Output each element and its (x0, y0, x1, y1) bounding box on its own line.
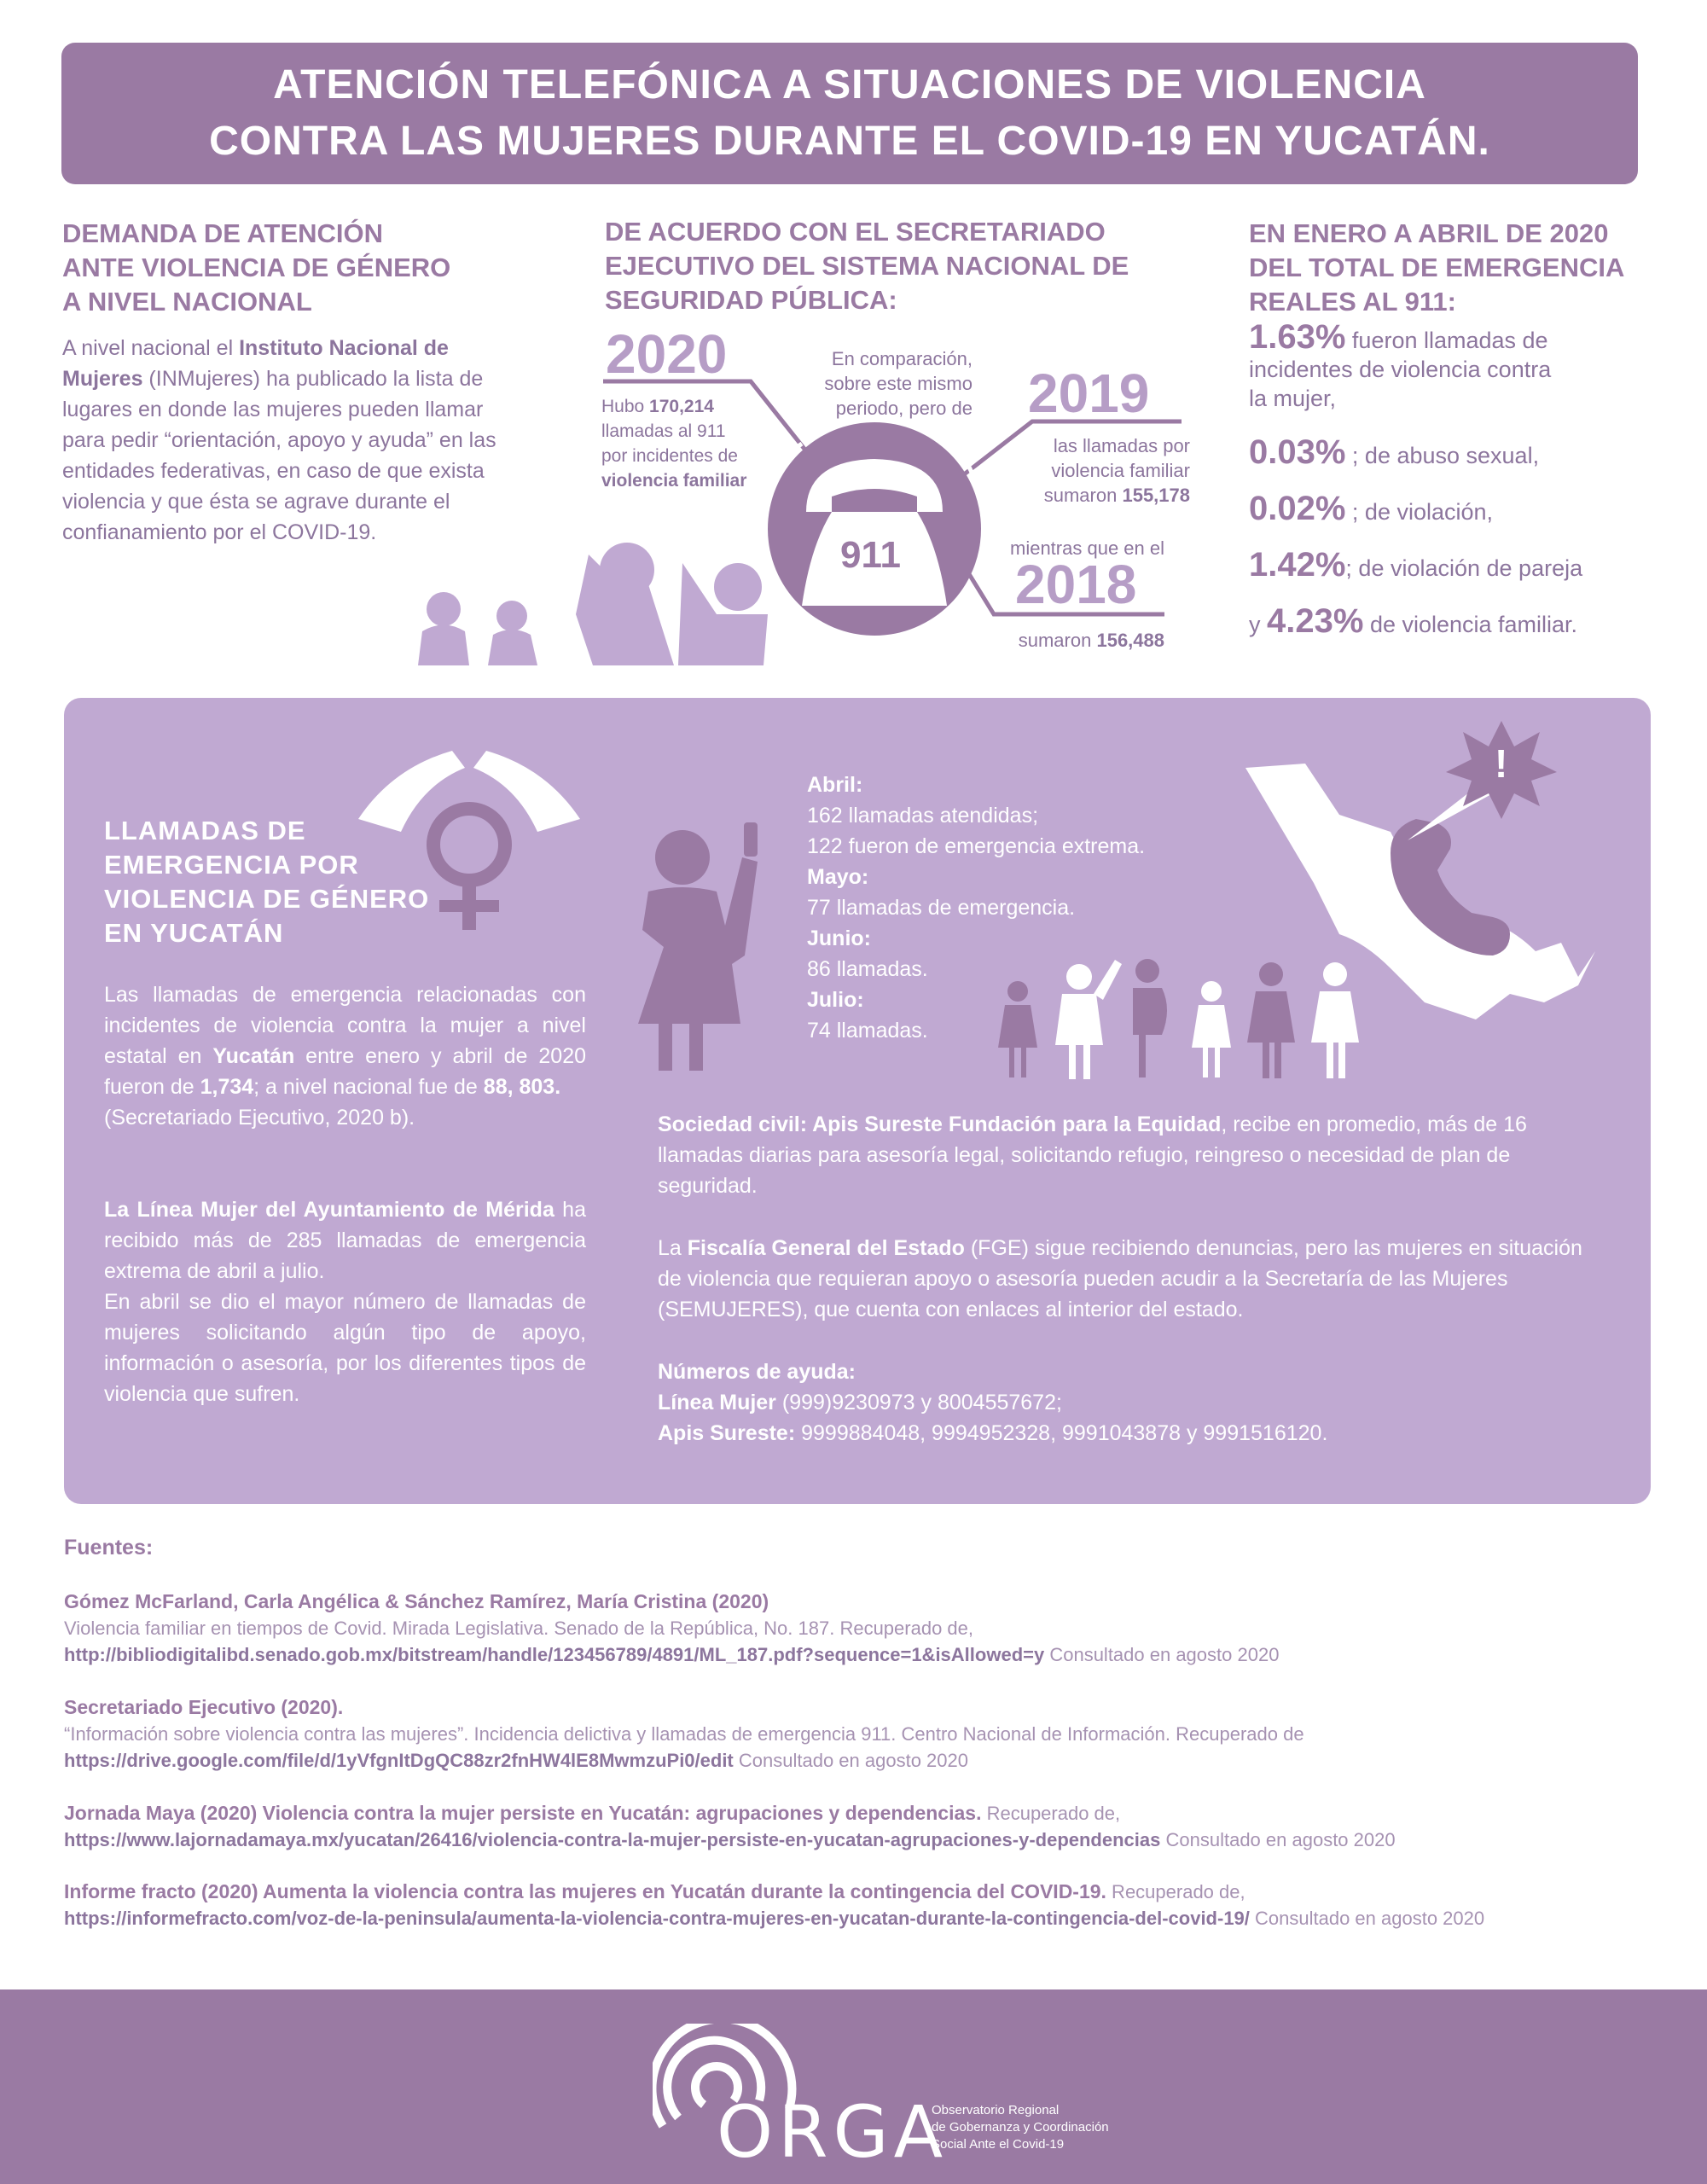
panel-paragraph-2: La Línea Mujer del Ayuntamiento de Mérida ha recibido más de 285 llamadas de emergencia extrema de abril a julio. En abril se dio el mayor número de llamadas de mujeres solicitando algún tipo de apoyo, información o asesoría, por los diferentes tipos de violencia que sufren. (104, 1198, 586, 1406)
stat-violacion: 0.02% ; de violación, (1249, 490, 1494, 527)
woman-phone-icon (638, 822, 758, 1071)
year-2019-caption: las llamadas por violencia familiar sumaron 155,178 (1043, 435, 1190, 506)
sources-heading: Fuentes: (64, 1536, 154, 1560)
title-line-2: CONTRA LAS MUJERES DURANTE EL COVID-19 EN YUCATÁN. (209, 119, 1490, 164)
mid-heading: DE ACUERDO CON EL SECRETARIADO EJECUTIVO DEL SISTEMA NACIONAL DE SEGURIDAD PÚBLICA: (605, 217, 1129, 315)
stat-abuso-sexual: 0.03% ; de abuso sexual, (1249, 433, 1540, 471)
title-line-1: ATENCIÓN TELEFÓNICA A SITUACIONES DE VIOLENCIA (273, 62, 1426, 107)
left-paragraph: A nivel nacional el Instituto Nacional de Mujeres (INMujeres) ha publicado la lista de lugares en donde las mujeres pueden llamar para pedir “orientación, apoyo y ayuda” en las entidades federativas, en caso de que exista violencia y que ésta se agrave durante el confianamiento por el COVID-19. (62, 336, 496, 544)
source-item: Secretariado Ejecutivo (2020). “Información sobre violencia contra las mujeres”. Incidencia delictiva y llamadas de emergencia 911. Centro Nacional de Información. Recuperado de https://drive.google.com/file/d/1yVfgnItDgQC88zr2fnHW4lE8MwmzuPi0/edit Consultado en agosto 2020 (64, 1696, 1304, 1771)
monthly-calls: Abril: 162 llamadas atendidas; 122 fueron de emergencia extrema. Mayo: 77 llamadas de emergencia. Junio: 86 llamadas. Julio: 74 llamadas. (807, 773, 1146, 1043)
stat-violencia-mujer: 1.63% fueron llamadas de incidentes de violencia contra la mujer, (1249, 318, 1552, 411)
phone-911-label: 911 (840, 534, 901, 576)
mexico-map-icon (1245, 721, 1595, 1019)
alert-exclamation: ! (1495, 741, 1508, 786)
mientras-caption: mientras que en el (1010, 537, 1164, 559)
orga-logo-text: ORGA (717, 2090, 949, 2174)
fge-text: La Fiscalía General del Estado (FGE) sigue recibiendo denuncias, pero las mujeres en situación de violencia que requieran apoyo o asesoría pueden acudir a la Secretaría de las Mujeres (SEMUJERES), que cuenta con enlaces al interior del estado. (658, 1236, 1582, 1321)
source-link[interactable]: http://bibliodigitalibd.senado.gob.mx/bitstream/handle/123456789/4891/ML_187.pdf?sequence=1&isAllowed=y (64, 1644, 1045, 1665)
year-2018: 2018 (1015, 554, 1137, 615)
panel-heading: LLAMADAS DE EMERGENCIA POR VIOLENCIA DE GÉNERO EN YUCATÁN (104, 816, 430, 948)
year-2020: 2020 (606, 323, 728, 385)
comparison-caption: En comparación, sobre este mismo periodo, pero de (824, 348, 973, 419)
source-item: Informe fracto (2020) Aumenta la violencia contra las mujeres en Yucatán durante la contingencia del COVID-19. Recuperado de, https://informefracto.com/voz-de-la-peninsula/aumenta-la-violencia-contra-mujeres-en-yucatan-durante-la-contingencia-del-covid-19/ Consultado en agosto 2020 (64, 1880, 1485, 1929)
civil-society-text: Sociedad civil: Apis Sureste Fundación para la Equidad, recibe en promedio, más de 16 llamadas diarias para asesoría legal, solicitando refugio, reingreso o necesidad de plan de seguridad. (658, 1112, 1527, 1198)
panel-paragraph-1: Las llamadas de emergencia relacionadas con incidentes de violencia contra la mujer a nivel estatal en Yucatán entre enero y abril de 2020 fueron de 1,734; a nivel nacional fue de 88, 803. (Secretariado Ejecutivo, 2020 b). (104, 983, 586, 1130)
orga-tagline: Observatorio Regional de Gobernanza y Coordinación Social Ante el Covid-19 (932, 2103, 1109, 2152)
year-2018-caption: sumaron 156,488 (1018, 630, 1164, 651)
source-item: Gómez McFarland, Carla Angélica & Sánchez Ramírez, María Cristina (2020) Violencia familiar en tiempos de Covid. Mirada Legislativa. Senado de la República, No. 187. Recuperado de, http://bibliodigitalibd.senado.gob.mx/bitstream/handle/123456789/4891/ML_187.pdf?sequence=1&isAllowed=y Consultado en agosto 2020 (64, 1590, 1280, 1665)
stat-violencia-familiar: y 4.23% de violencia familiar. (1249, 602, 1578, 640)
year-2020-caption: Hubo 170,214 llamadas al 911 por incidentes de violencia familiar (601, 397, 747, 491)
source-item: Jornada Maya (2020) Violencia contra la mujer persiste en Yucatán: agrupaciones y dependencias. Recuperado de, https://www.lajornadamaya.mx/yucatan/26416/violencia-contra-la-mujer-persiste-en-yucatan-agrupaciones-y-dependencias Consultado en agosto 2020 (64, 1802, 1396, 1850)
year-2019: 2019 (1028, 363, 1150, 424)
source-link[interactable]: https://informefracto.com/voz-de-la-peninsula/aumenta-la-violencia-contra-mujeres-en-yucatan-durante-la-contingencia-del-covid-19/ (64, 1908, 1250, 1929)
source-link[interactable]: https://drive.google.com/file/d/1yVfgnItDgQC88zr2fnHW4lE8MwmzuPi0/edit (64, 1750, 734, 1771)
help-numbers: Números de ayuda: Línea Mujer (999)9230973 y 8004557672; Apis Sureste: 9999884048, 9994952328, 9991043878 y 9991516120. (658, 1360, 1328, 1445)
right-heading: EN ENERO A ABRIL DE 2020 DEL TOTAL DE EMERGENCIA REALES AL 911: (1249, 218, 1625, 317)
left-heading: DEMANDA DE ATENCIÓN ANTE VIOLENCIA DE GÉNERO A NIVEL NACIONAL (62, 218, 451, 317)
stat-violacion-pareja: 1.42%; de violación de pareja (1249, 546, 1583, 584)
footer (0, 1989, 1707, 2184)
source-link[interactable]: https://www.lajornadamaya.mx/yucatan/26416/violencia-contra-la-mujer-persiste-en-yucatan-agrupaciones-y-dependencias (64, 1829, 1161, 1850)
